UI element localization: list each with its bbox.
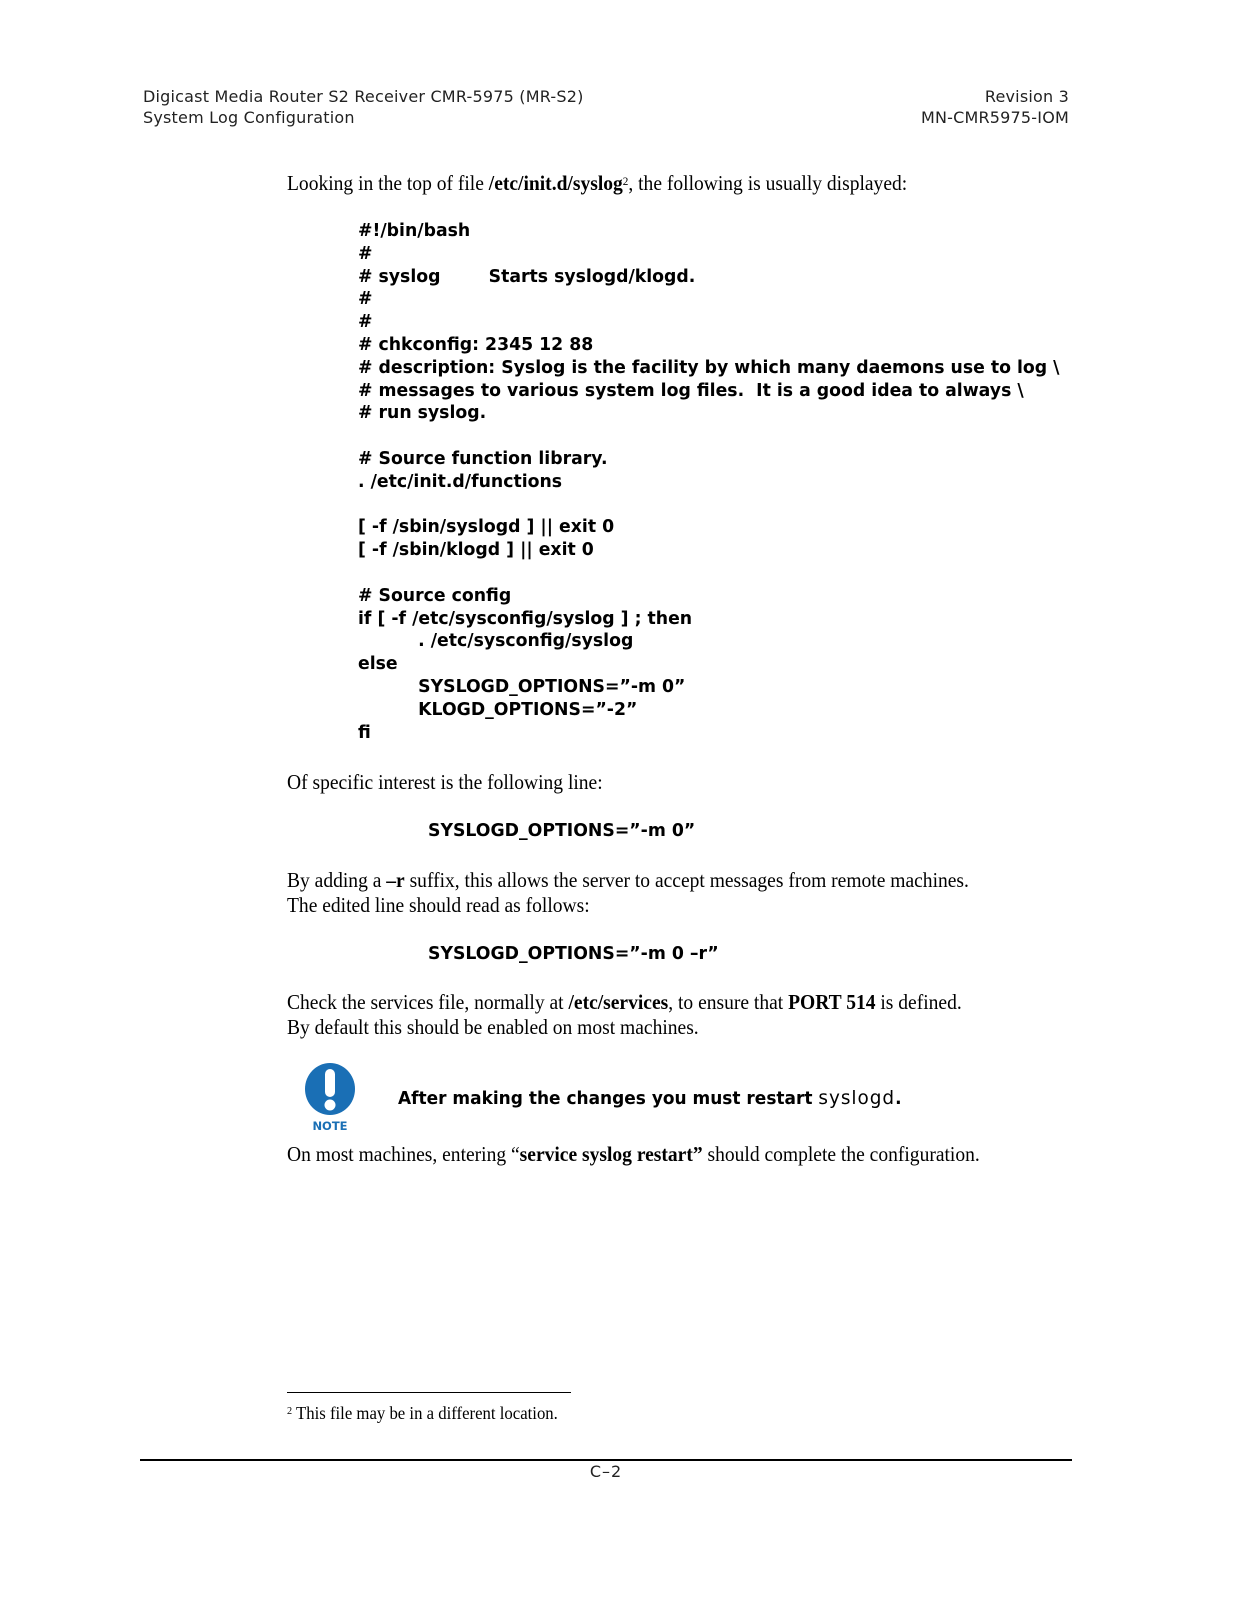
code-line: # syslog Starts syslogd/klogd. (358, 265, 696, 287)
code-line (358, 562, 1059, 585)
code-line-edited: SYSLOGD_OPTIONS=”-m 0 –r” (428, 943, 719, 964)
code-line: # (358, 288, 373, 310)
code-line: . /etc/init.d/functions (358, 470, 563, 492)
page-number: C–2 (589, 1462, 623, 1481)
services-paragraph: Check the services file, normally at /etc/services, to ensure that PORT 514 is defined. By default this should be enabled on most machines. (287, 990, 962, 1039)
footnote: $^2$ This file may be in a different location. (287, 1403, 558, 1423)
code-line: # Source config (358, 584, 512, 606)
footnote-number: 2 (287, 1405, 293, 1417)
note-label: NOTE (312, 1119, 348, 1133)
code-line: # messages to various system log files. It is a good idea to always \ (358, 379, 1024, 401)
final-paragraph: On most machines, entering “service syslog restart” should complete the configuration. (287, 1142, 980, 1166)
document-title: Digicast Media Router S2 Receiver CMR-5975 (MR-S2) (143, 87, 584, 106)
page-header-right (921, 86, 1069, 128)
code-line: else (358, 653, 398, 675)
section-title: System Log Configuration (143, 108, 355, 127)
code-line: KLOGD_OPTIONS=”-2” (358, 698, 638, 720)
code-line (358, 494, 1059, 517)
code-line: # (358, 311, 373, 333)
code-line: . /etc/sysconfig/syslog (358, 630, 634, 652)
code-line: SYSLOGD_OPTIONS=”-m 0” (358, 675, 686, 697)
suffix-paragraph: By adding a –r suffix, this allows the server to accept messages from remote machines. The edited line should read as follows: (287, 868, 969, 917)
remote-flag: –r (386, 868, 405, 892)
code-line: if [ -f /etc/sysconfig/syslog ] ; then (358, 607, 693, 629)
intro-paragraph: Looking in the top of file /etc/init.d/syslog$^2$, the following is usually displayed: (287, 171, 908, 195)
port-number: PORT 514 (788, 990, 876, 1014)
code-line: # run syslog. (358, 402, 487, 424)
code-line: # Source function library. (358, 447, 608, 469)
code-line: # chkconfig: 2345 12 88 (358, 333, 594, 355)
document-number: MN-CMR5975-IOM (920, 108, 1069, 127)
code-line (358, 425, 1059, 448)
code-line-original: SYSLOGD_OPTIONS=”-m 0” (428, 820, 696, 841)
code-line: [ -f /sbin/syslogd ] || exit 0 (358, 516, 615, 538)
footer-rule (140, 1459, 1072, 1461)
interest-paragraph: Of specific interest is the following line: (287, 770, 603, 794)
code-line: fi (358, 721, 371, 743)
note-icon (303, 1062, 359, 1134)
revision-label: Revision 3 (984, 87, 1069, 106)
code-line: # description: Syslog is the facility by which many daemons use to log \ (358, 356, 1060, 378)
services-path: /etc/services (568, 990, 669, 1014)
code-block (358, 220, 1059, 744)
footnote-ref: 2 (622, 174, 629, 188)
code-line: [ -f /sbin/klogd ] || exit 0 (358, 539, 594, 561)
restart-command: service syslog restart” (519, 1142, 703, 1166)
code-line: #!/bin/bash (358, 220, 471, 241)
footnote-rule (287, 1392, 571, 1393)
note-command: syslogd (818, 1087, 896, 1109)
syslog-path: /etc/init.d/syslog (488, 171, 623, 195)
page-header-left (143, 86, 584, 128)
note-text: After making the changes you must restart syslogd. (398, 1087, 902, 1109)
code-line: # (358, 242, 373, 264)
